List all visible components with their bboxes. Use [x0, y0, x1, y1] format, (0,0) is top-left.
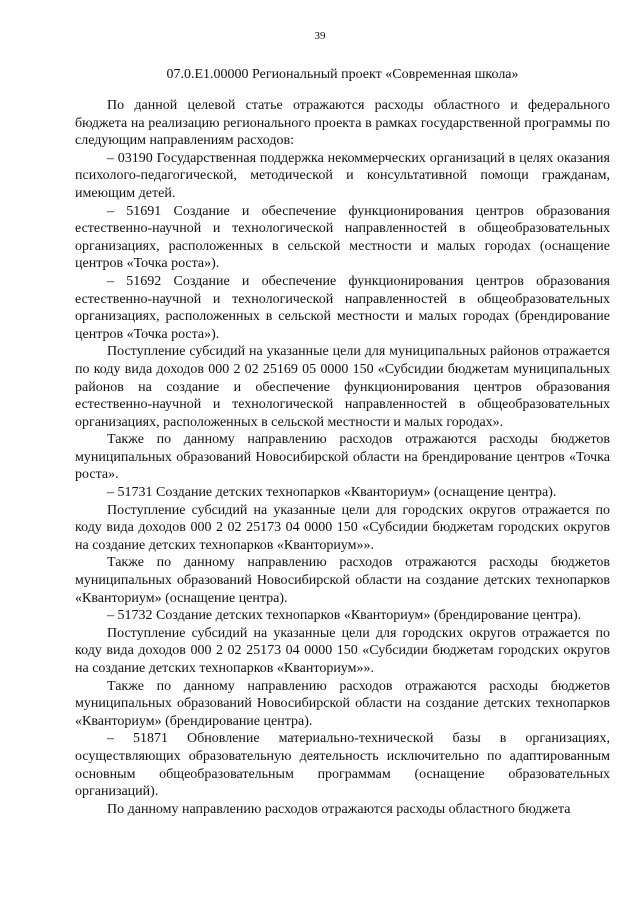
paragraph: Поступление субсидий на указанные цели для муниципальных районов отражается по коду вида доходов 000 2 02 25169 05 0000 150 «Субсидии бюджетам муниципальных районов на создание и обеспечение функционирования центров образования естественно-научной и технологической направленностей в общеобразовательных организациях, расположенных в сельской местности и малых городах».	[75, 344, 610, 430]
paragraph: – 03190 Государственная поддержка некоммерческих организаций в целях оказания психолого-педагогической, методической и консультативной помощи гражданам, имеющим детей.	[75, 150, 610, 201]
paragraph: – 51732 Создание детских технопарков «Кванториум» (брендирование центра).	[107, 608, 582, 624]
page-number: 39	[314, 30, 326, 42]
paragraph: – 51691 Создание и обеспечение функционирования центров образования естественно-научной и технологической направленностей в общеобразовательных организациях, расположенных в сельской местности и малых городах (оснащение центров «Точка роста»).	[75, 203, 610, 272]
paragraph: По данному направлению расходов отражаются расходы областного бюджета	[107, 801, 571, 817]
paragraph: Поступление субсидий на указанные цели для городских округов отражается по коду вида доходов 000 2 02 25173 04 0000 150 «Субсидии бюджетам городских округов на создание детских технопарков «Кванториум»».	[75, 625, 610, 676]
paragraph: – 51692 Создание и обеспечение функционирования центров образования естественно-научной и технологической направленностей в общеобразовательных организациях, расположенных в сельской местности и малых городах (брендирование центров «Точка роста»).	[75, 273, 610, 342]
paragraph: Также по данному направлению расходов отражаются расходы бюджетов муниципальных образований Новосибирской области на создание детских технопарков «Кванториум» (оснащение центра).	[75, 555, 610, 606]
paragraph: – 51731 Создание детских технопарков «Кванториум» (оснащение центра).	[107, 485, 557, 501]
paragraph: Также по данному направлению расходов отражаются расходы бюджетов муниципальных образований Новосибирской области на создание детских технопарков «Кванториум» (брендирование центра).	[75, 678, 610, 729]
paragraph: По данной целевой статье отражаются расходы областного и федерального бюджета на реализацию регионального проекта в рамках государственной программы по следующим направлениям расходов:	[75, 98, 610, 149]
document-body	[75, 97, 610, 818]
paragraph: – 51871 Обновление материально-технической базы в организациях, осуществляющих образовательную деятельность исключительно по адаптированным основным общеобразовательным программам (оснащение образовательных организаций).	[75, 731, 610, 800]
paragraph: Поступление субсидий на указанные цели для городских округов отражается по коду вида доходов 000 2 02 25173 04 0000 150 «Субсидии бюджетам городских округов на создание детских технопарков «Кванториум»».	[75, 502, 610, 553]
paragraph: Также по данному направлению расходов отражаются расходы бюджетов муниципальных образований Новосибирской области на брендирование центров «Точка роста».	[75, 432, 610, 483]
section-heading: 07.0.E1.00000 Региональный проект «Современная школа»	[166, 67, 519, 82]
